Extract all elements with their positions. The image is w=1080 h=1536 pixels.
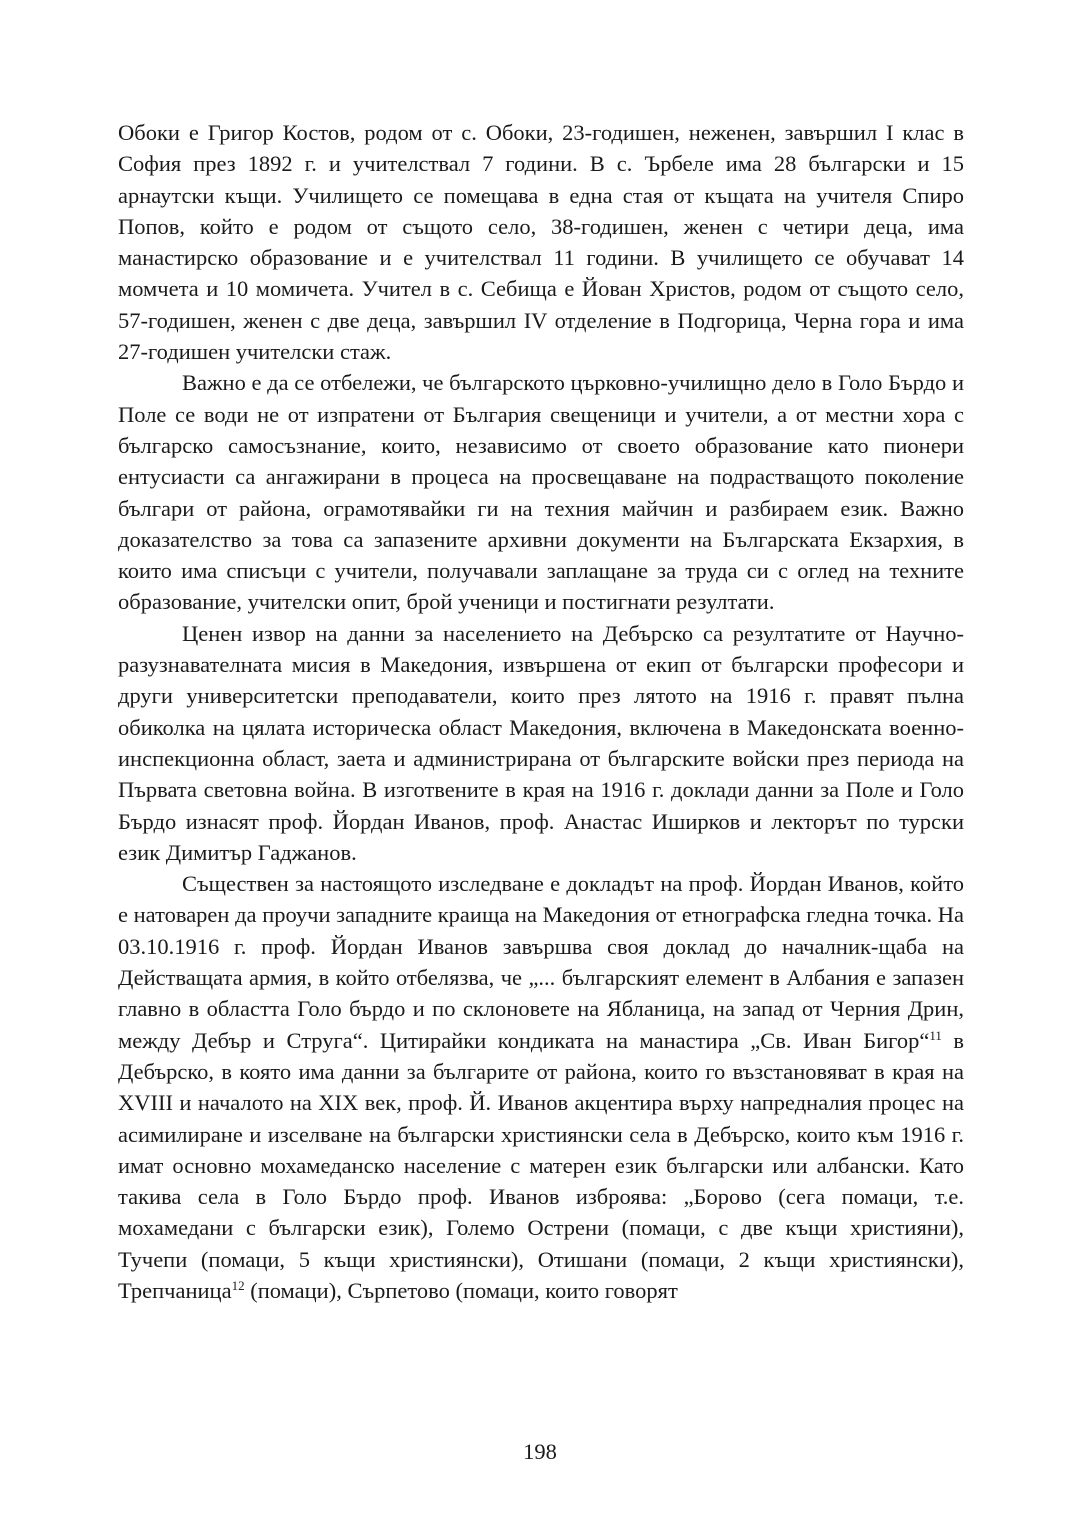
paragraph-4-text-part-2: в Дебърско, в която има данни за българите от района, които го възстановяват в края на XVIII и началото на XIX век, проф. Й. Иванов акцентира върху напредналия процес на асимилиране и изселване на български християнски села в Дебърско, които към 1916 г. имат основно мохамеданско население с матерен език български или албански. Като такива села в Голо Бърдо проф. Иванов изброява: „Борово (сега помаци, т.е. мохамедани с български език), Големо Острени (помаци, с две къщи християни), Тучепи (помаци, 5 къщи християнски), Отишани (помаци, 2 къщи християнски), Трепчаница: [118, 1027, 964, 1303]
paragraph-4: [118, 868, 964, 1306]
paragraph-3-text: Ценен извор на данни за населението на Дебърско са резултатите от Научно-разузнавателната мисия в Македония, извършена от екип от български професори и други университетски преподаватели, които през лятото на 1916 г. правят пълна обиколка на цялата историческа област Македония, включена в Македонската военно-инспекционна област, заета и администрирана от българските войски през периода на Първата световна война. В изготвените в края на 1916 г. доклади данни за Поле и Голо Бърдо изнасят проф. Йордан Иванов, проф. Анастас Иширков и лекторът по турски език Димитър Гаджанов.: [118, 620, 964, 865]
paragraph-1: [118, 117, 964, 367]
footnote-ref-12: 12: [231, 1277, 245, 1293]
footnote-ref-11: 11: [929, 1027, 942, 1043]
page-body: [118, 117, 964, 1306]
paragraph-3: [118, 618, 964, 868]
paragraph-1-text: Обоки е Григор Костов, родом от с. Обоки, 23-годишен, неженен, завършил I клас в София през 1892 г. и учителствал 7 години. В с. Ърбеле има 28 български и 15 арнаутски къщи. Училището се помещава в една стая от къщата на учителя Спиро Попов, който е родом от същото село, 38-годишен, женен с четири деца, има манастирско образование и е учителствал 11 години. В училището се обучават 14 момчета и 10 момичета. Учител в с. Себища е Йован Христов, родом от същото село, 57-годишен, женен с две деца, завършил IV отделение в Подгорица, Черна гора и има 27-годишен учителски стаж.: [118, 120, 964, 365]
paragraph-2-text: Важно е да се отбележи, че българското църковно-училищно дело в Голо Бърдо и Поле се води не от изпратени от България свещеници и учители, а от местни хора с българско самосъзнание, които, независимо от своето образование като пионери ентусиасти са ангажирани в процеса на просвещаване на подрастващото поколение българи от района, ограмотявайки ги на техния майчин и разбираем език. Важно доказателство за това са запазените архивни документи на Българската Екзархия, в които има списъци с учители, получавали заплащане за труда си с оглед на техните образование, учителски опит, брой ученици и постигнати резултати.: [118, 370, 964, 615]
paragraph-4-text-part-1: Съществен за настоящото изследване е докладът на проф. Йордан Иванов, който е натоварен да проучи западните краища на Македония от етнографска гледна точка. На 03.10.1916 г. проф. Йордан Иванов завършва своя доклад до началник-щаба на Действащата армия, в който отбелязва, че „... българският елемент в Албания е запазен главно в областта Голо бърдо и по склоновете на Ябланица, на запад от Черния Дрин, между Дебър и Струга“. Цитирайки кондиката на манастира „Св. Иван Бигор“: [118, 871, 964, 1053]
paragraph-4-text-part-3: (помаци), Сърпетово (помаци, които говорят: [244, 1277, 678, 1303]
paragraph-2: [118, 367, 964, 617]
page-number: 198: [523, 1439, 557, 1464]
